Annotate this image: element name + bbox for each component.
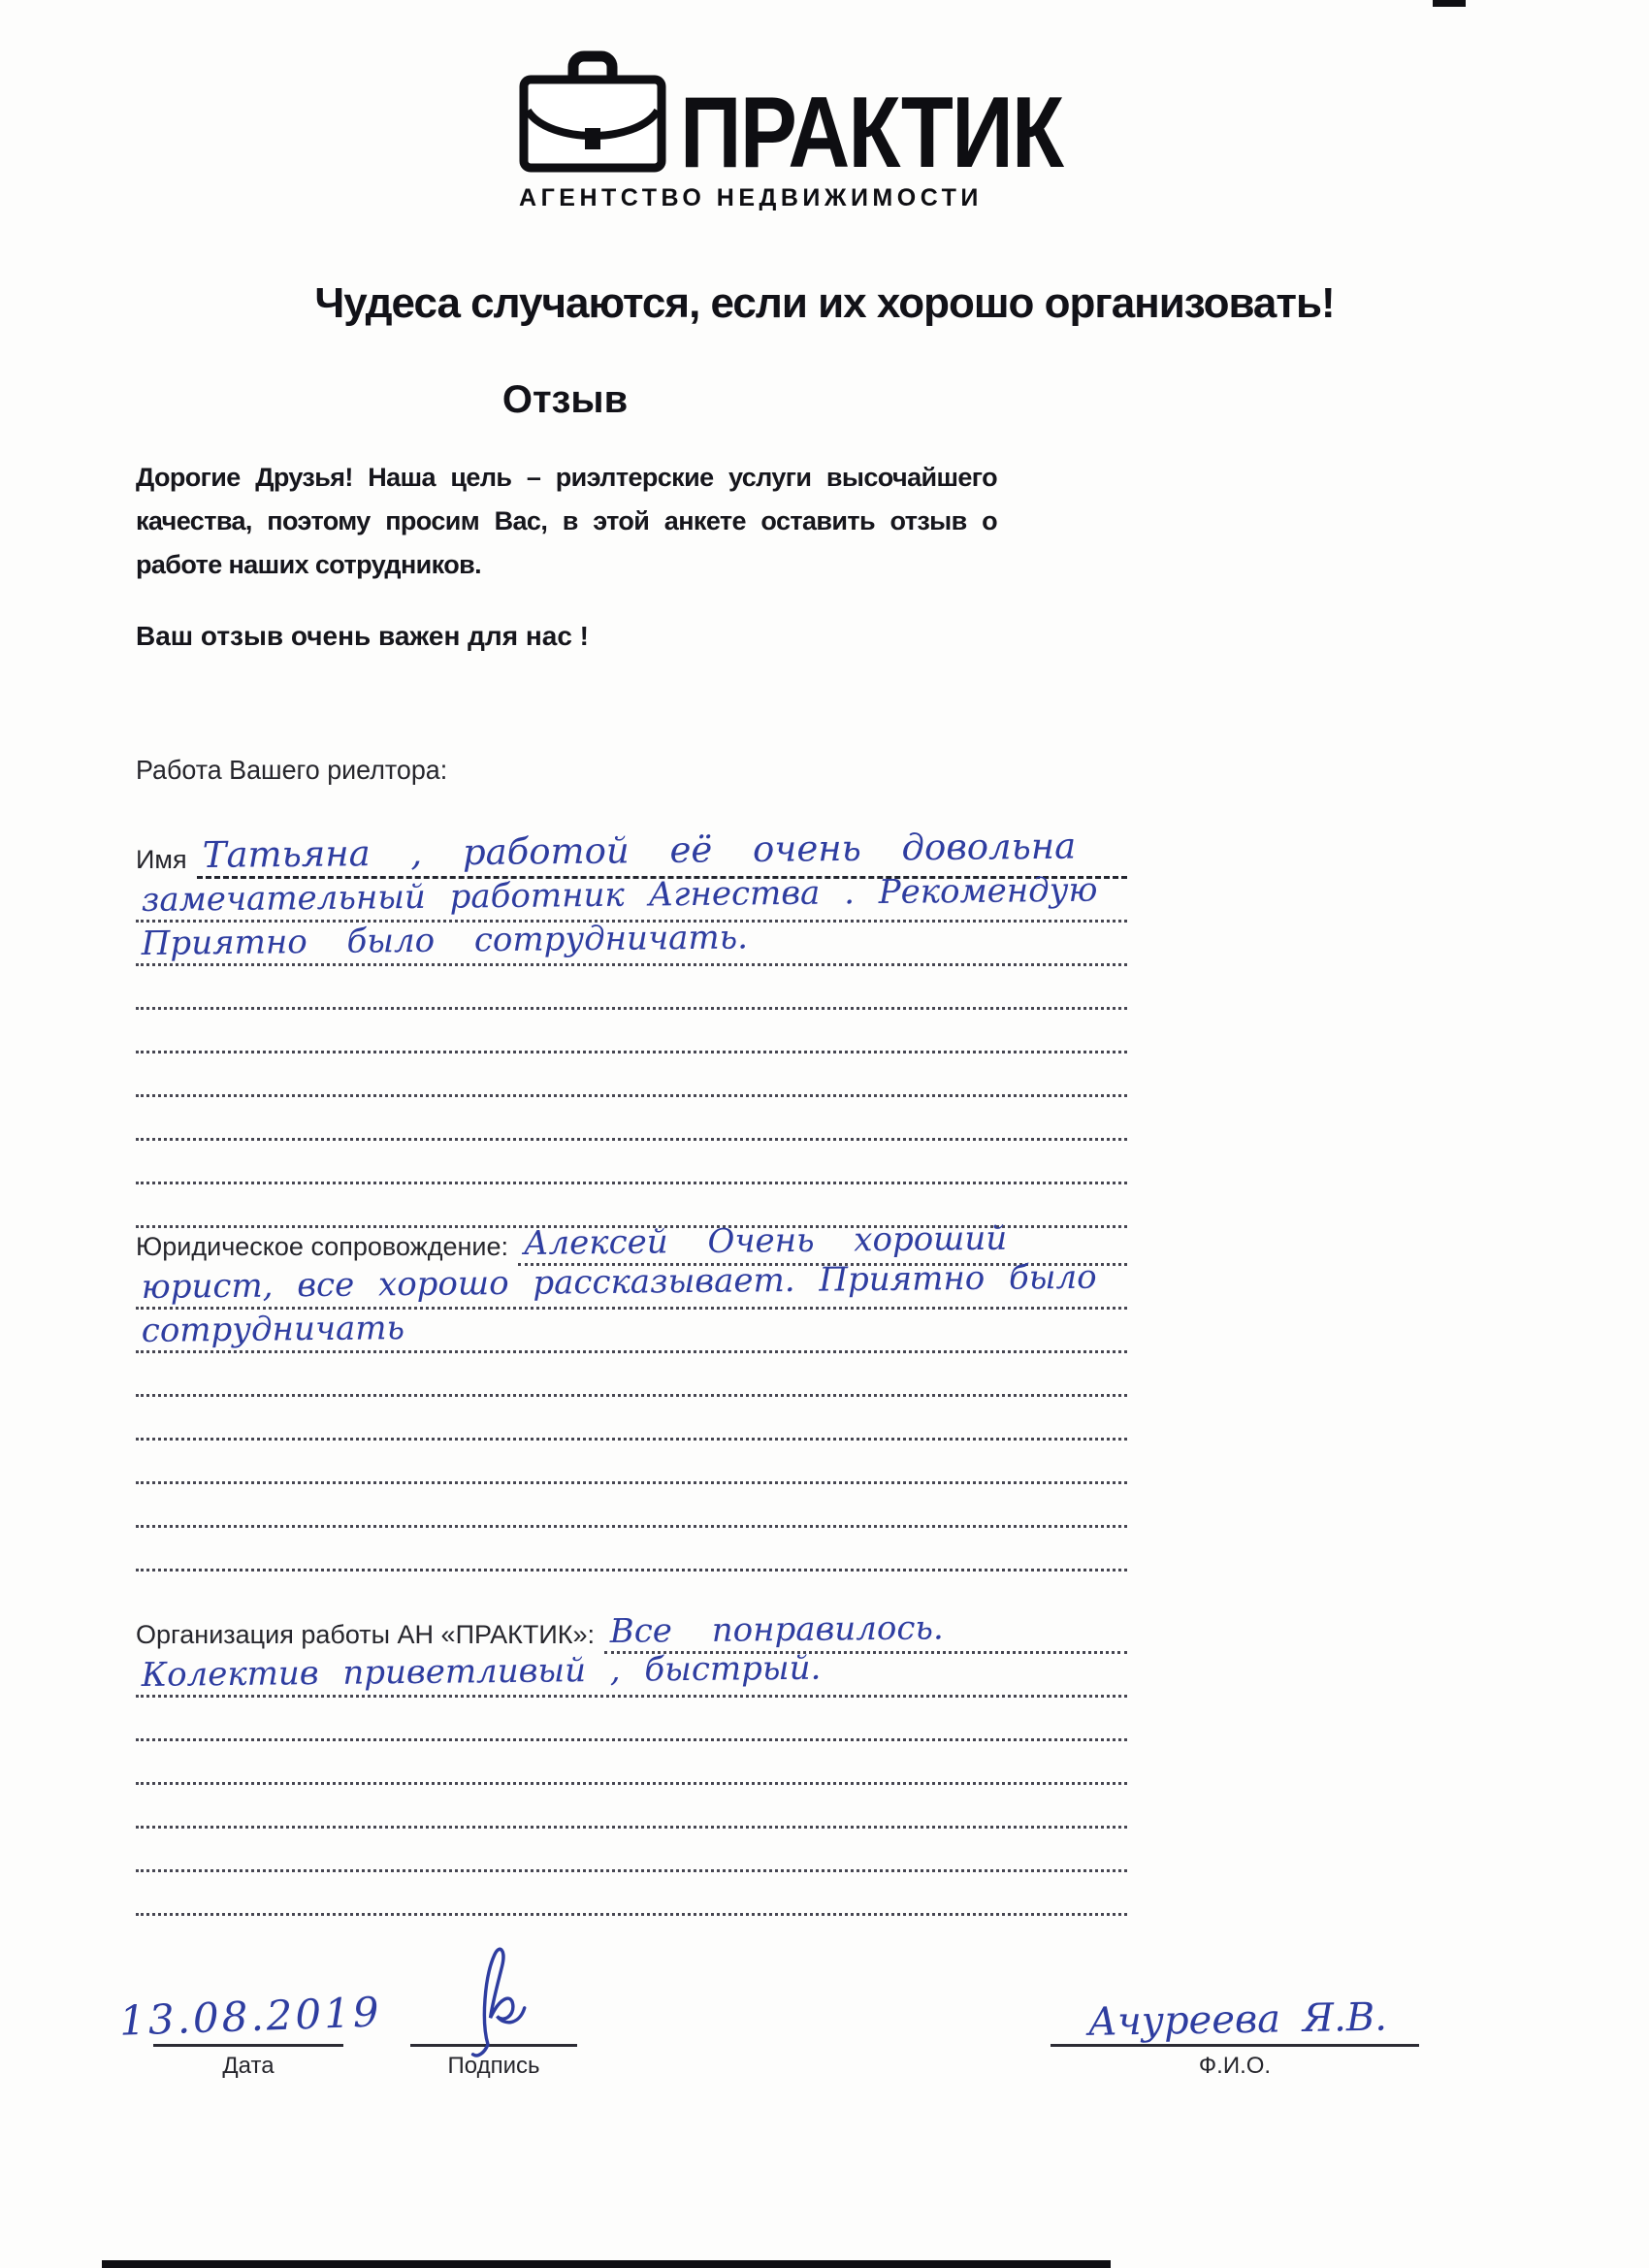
ruled-line-empty — [136, 1698, 1127, 1741]
signature-label: Подпись — [447, 2053, 540, 2079]
ruled-line-empty — [136, 1528, 1127, 1571]
ruled-line — [136, 918, 1127, 966]
signature-icon — [421, 1943, 566, 2059]
tagline: Чудеса случаются, если их хорошо организовать! — [314, 279, 1335, 327]
handwriting-legal-line-1: Алексей Очень хороший — [523, 1218, 1008, 1263]
date-label: Дата — [222, 2053, 275, 2079]
handwriting-fio: Ачуреева Я.В. — [1087, 1994, 1388, 2045]
agency-logo — [0, 50, 1649, 212]
organisation-label-row — [136, 1610, 1127, 1654]
scan-artifact-top-right — [1433, 0, 1466, 7]
importance-note: Ваш отзыв очень важен для нас ! — [136, 621, 589, 651]
name-field-label: Имя — [136, 845, 187, 874]
ruled-line-empty — [136, 1829, 1127, 1872]
legal-answer-block — [136, 1218, 1127, 1571]
ruled-line — [136, 1648, 1127, 1698]
section-label-realtor: Работа Вашего риелтора: — [136, 755, 448, 785]
ruled-line-empty — [136, 1097, 1127, 1141]
brand-name: ПРАКТИК — [680, 76, 1063, 189]
ruled-line — [136, 870, 1127, 923]
ruled-line-empty — [136, 1141, 1127, 1184]
ruled-line-empty — [136, 1785, 1127, 1829]
logo-inner — [519, 50, 1130, 212]
form-title: Отзыв — [501, 378, 629, 421]
handwriting-organisation-line-1: Все понравилось. — [609, 1608, 944, 1651]
date-field — [118, 1979, 383, 2047]
briefcase-icon — [519, 50, 666, 173]
ruled-line-empty — [136, 1441, 1127, 1484]
ruled-line-empty — [136, 1872, 1127, 1916]
fio-field — [1051, 1979, 1419, 2047]
logo-row — [519, 50, 1130, 189]
ruled-line-empty — [136, 1741, 1127, 1785]
ruled-line-empty — [136, 966, 1127, 1010]
handwriting-realtor-line-1: Татьяна , работой её очень довольна — [202, 825, 1076, 876]
ruled-line-empty — [136, 1484, 1127, 1528]
ruled-line-empty — [136, 1010, 1127, 1053]
ruled-line — [136, 1257, 1127, 1310]
section-label-legal: Юридическое сопровождение: — [136, 1232, 509, 1261]
handwriting-realtor-line-2: замечательный работник Агнества . Рекомендую — [141, 870, 1098, 920]
handwriting-date: 13.08.2019 — [118, 1988, 383, 2045]
fio-label: Ф.И.О. — [1198, 2053, 1272, 2079]
brand-subtitle: АГЕНТСТВО НЕДВИЖИМОСТИ — [519, 184, 983, 211]
ruled-line-empty — [136, 1397, 1127, 1441]
handwriting-realtor-line-3: Приятно было сотрудничать. — [141, 918, 749, 963]
ruled-line — [136, 1310, 1127, 1353]
scan-artifact-bottom — [102, 2260, 1111, 2268]
organisation-answer-block — [136, 1610, 1127, 1916]
section-label-organisation: Организация работы АН «ПРАКТИК»: — [136, 1620, 596, 1649]
realtor-answer-block — [136, 825, 1127, 1228]
handwriting-legal-line-3: сотрудничать — [141, 1309, 405, 1350]
ruled-line-empty — [136, 1053, 1127, 1097]
organisation-field-line — [604, 1608, 1127, 1654]
signature-field — [410, 1979, 577, 2047]
intro-paragraph: Дорогие Друзья! Наша цель – риэлтерские услуги высочайшего качества, поэтому просим Вас, в этой анкете оставить отзыв о работе наших сотрудников. — [136, 463, 997, 579]
handwriting-organisation-line-2: Колектив приветливый , быстрый. — [141, 1648, 822, 1695]
ruled-line-empty — [136, 1353, 1127, 1397]
handwriting-legal-line-2: юрист, все хорошо рассказывает. Приятно было — [141, 1257, 1097, 1307]
